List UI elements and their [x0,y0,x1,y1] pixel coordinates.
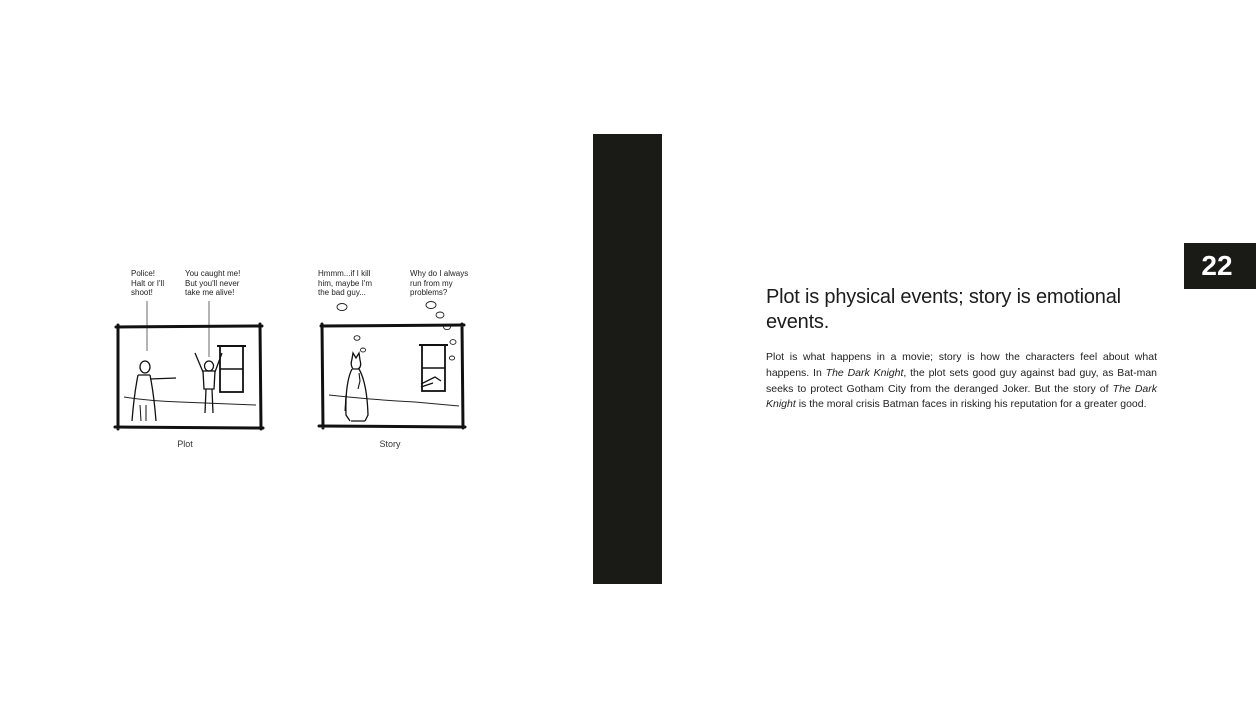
plot-sketch-illustration [110,265,270,435]
body-text-title-2: The Dark Knight [766,382,1158,411]
body-text-part-2: , the plot sets good guy against bad guy, as Bat-man seeks to protect Gotham City from the deranged Joker. But the story of [766,366,1157,395]
story-bubble-batman: Hmmm...if I kill him, maybe I'm the bad guy... [318,269,372,297]
plot-figure [110,265,270,455]
book-spine-bar [593,134,662,584]
page-number-tab: 22 [1184,243,1256,289]
story-sketch-illustration [315,265,475,435]
body-text-title-1: The Dark Knight [825,366,904,379]
body-text-part-1: Plot is what happens in a movie; story is how the characters feel about what happens. In [766,351,1157,379]
plot-bubble-criminal: You caught me! But you'll never take me alive! [185,269,241,297]
lesson-body-text [766,350,1157,413]
body-text-part-3: is the moral crisis Batman faces in risking his reputation for a greater good. [795,398,1147,411]
story-caption: Story [379,439,401,449]
story-figure [315,265,475,455]
plot-caption: Plot [177,439,193,449]
story-bubble-criminal: Why do I always run from my problems? [410,269,469,297]
left-page [0,0,593,706]
plot-bubble-police: Police! Halt or I'll shoot! [131,269,165,297]
lesson-heading: Plot is physical events; story is emotional events. [766,286,1121,333]
